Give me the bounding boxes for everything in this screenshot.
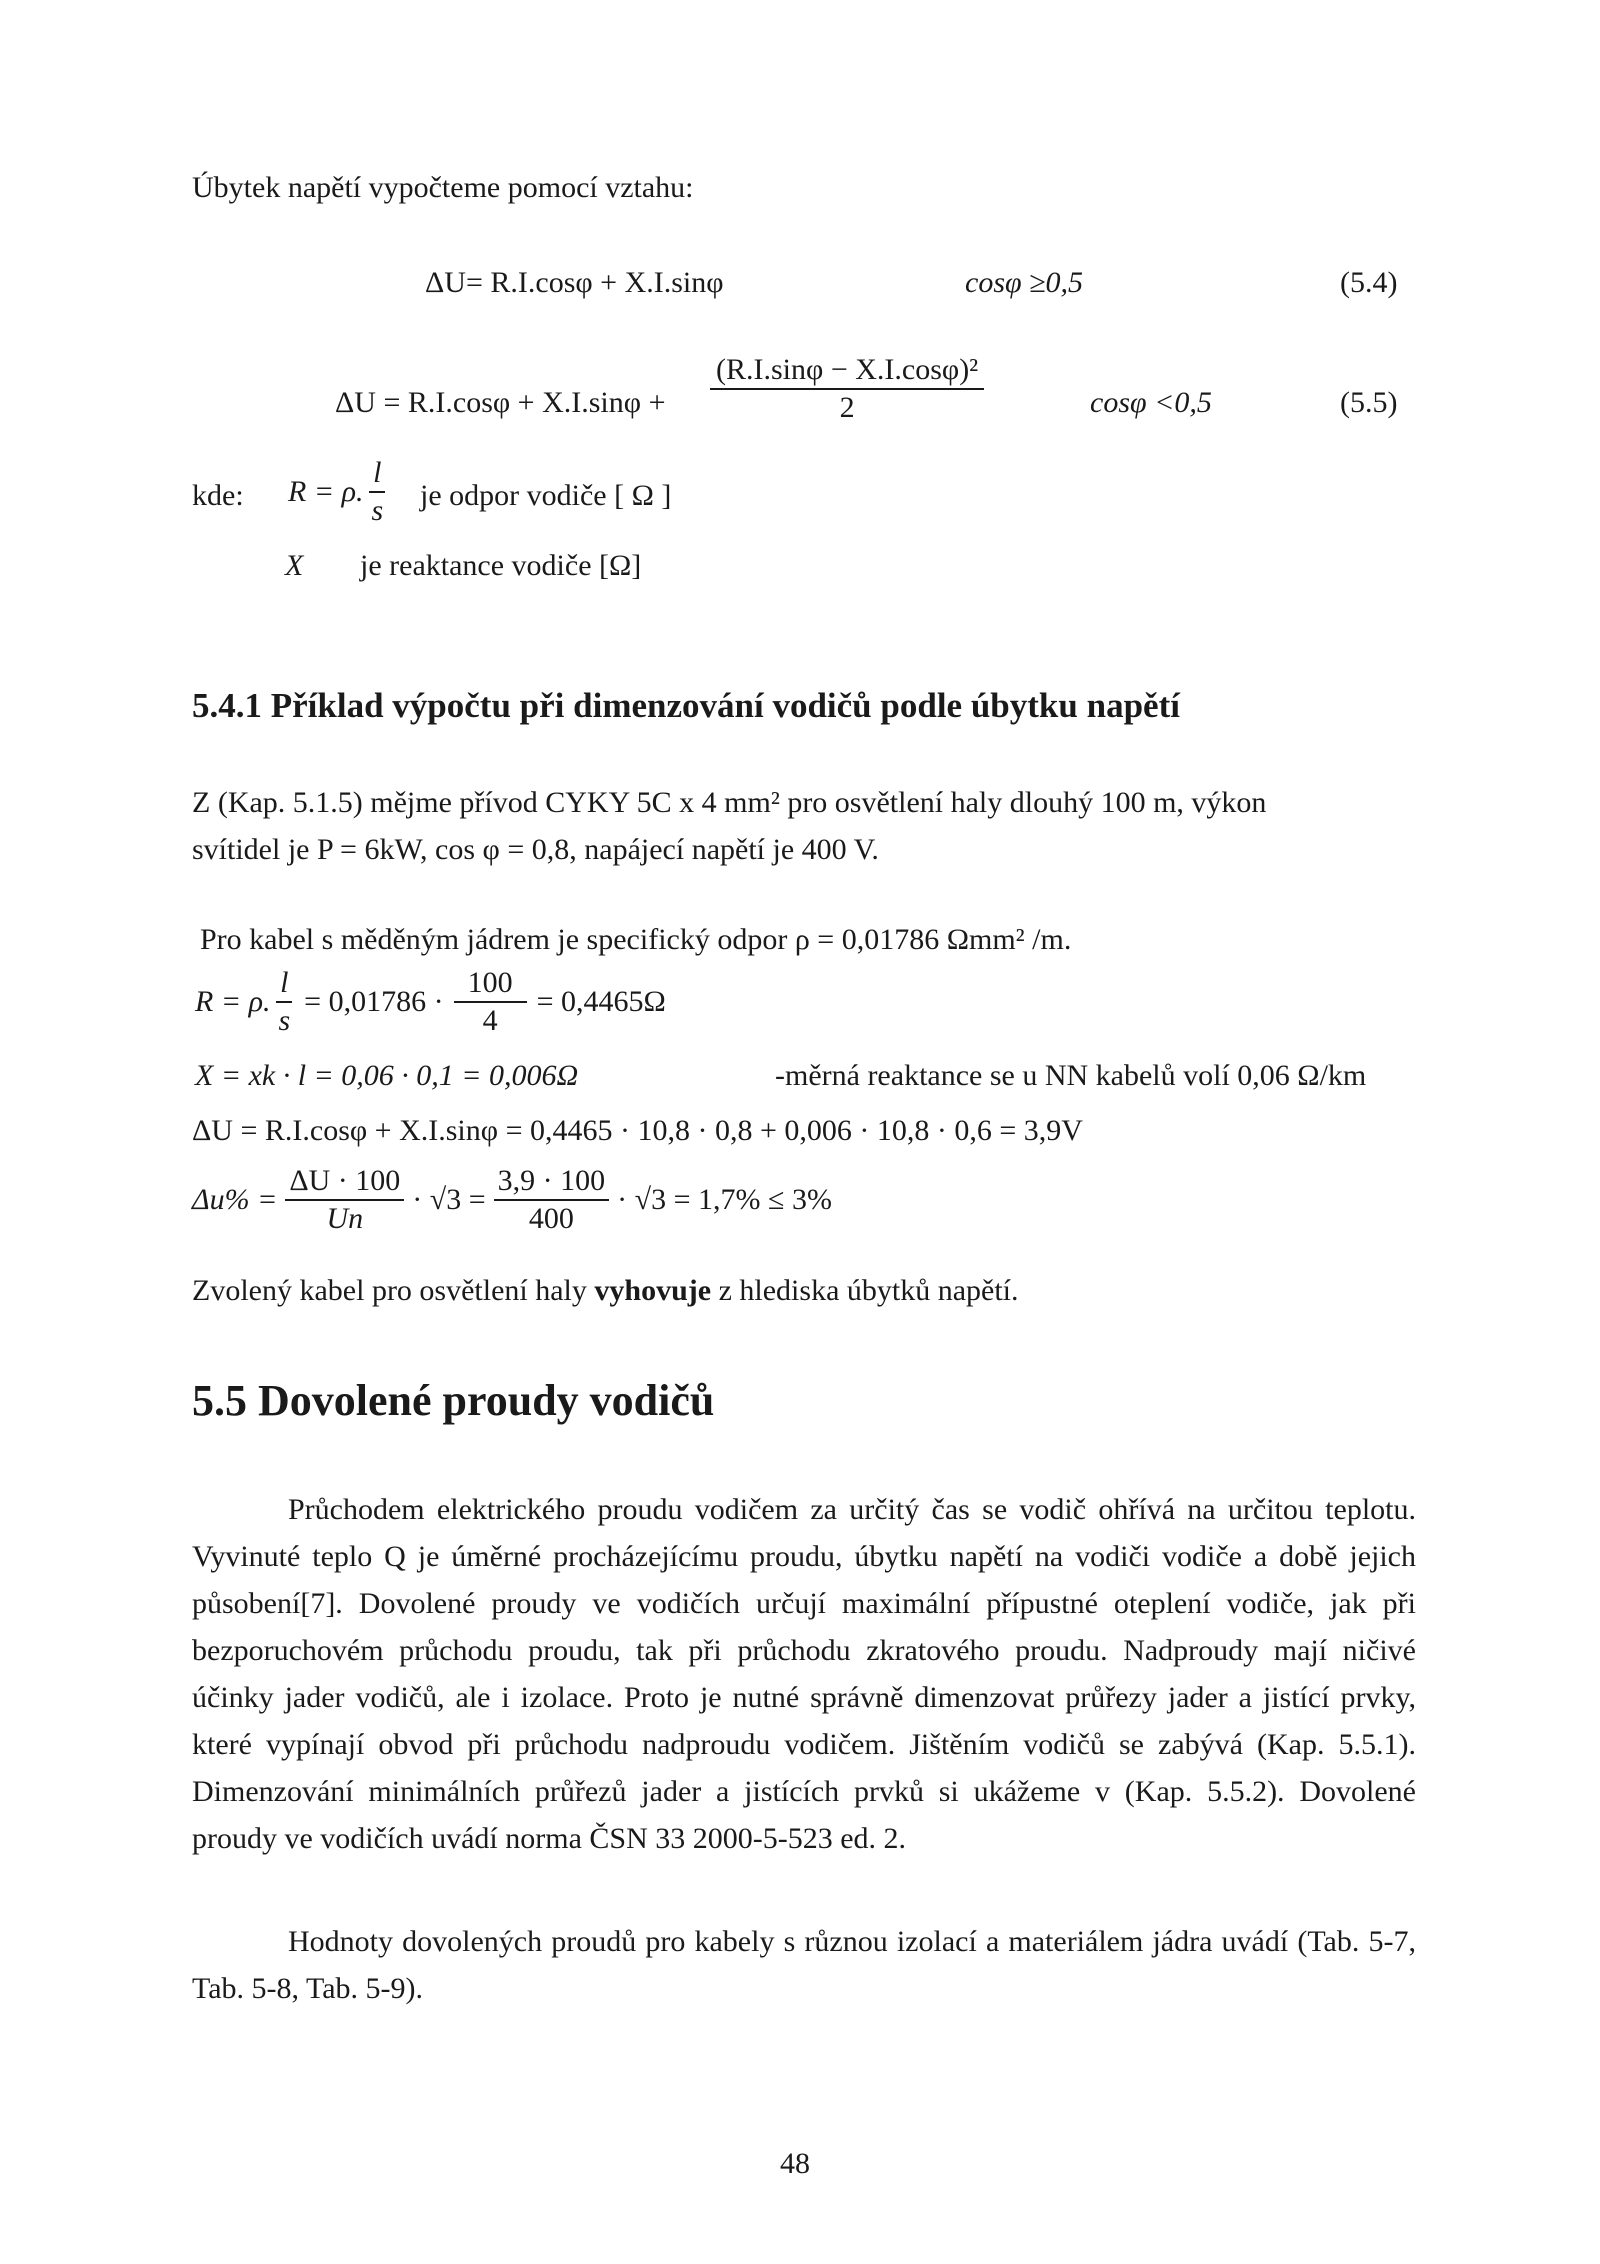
equation-5-5-lhs: ΔU = R.I.cosφ + X.I.sinφ + [335,386,666,419]
equation-5-4: ΔU= R.I.cosφ + X.I.sinφ [425,266,724,299]
pct-lhs: Δu% = [192,1183,278,1216]
where-label: kde: [192,479,244,512]
resistance-lhs: R = ρ. [288,475,364,508]
paragraph-1 [192,1486,1416,1862]
pct-den-1: Un [326,1202,364,1235]
resistance-definition [288,455,391,529]
reactance-symbol: X [285,549,304,582]
equation-5-4-number: (5.4) [1340,266,1398,299]
resistance-calculation [195,965,666,1039]
conclusion-post: z hlediska úbytků napětí. [711,1274,1019,1307]
r-calc-mid: = 0,01786 · [304,985,444,1018]
pct-fraction-1 [285,1163,404,1237]
section-heading-5-4-1: 5.4.1 Příklad výpočtu při dimenzování vodičů podle úbytku napětí [192,686,1180,725]
paragraph-2-text: Hodnoty dovolených proudů pro kabely s různou izolací a materiálem jádra uvádí (Tab. 5-7, Tab. 5-8, Tab. 5-9). [192,1925,1416,2005]
example-line-2: svítidel je P = 6kW, cos φ = 0,8, napájecí napětí je 400 V. [192,833,879,866]
equation-5-5-number: (5.5) [1340,386,1398,419]
equation-5-5-fraction [710,352,984,426]
section-heading-5-5: 5.5 Dovolené proudy vodičů [192,1376,715,1425]
paragraph-1-text: Průchodem elektrického proudu vodičem za určitý čas se vodič ohřívá na určitou teplotu. Vyvinuté teplo Q je úměrné procházejícímu proudu, úbytku napětí na vodiči vodiče a době jejich působení[7]. Dovolené proudy ve vodičích určují maximální přípustné oteplení vodiče, jak při bezporuchovém průchodu proudu, tak při průchodu zkratového proudu. Nadproudy mají ničivé účinky jader vodičů, ale i izolace. Proto je nutné správně dimenzovat průřezy jader a jistící prvky, které vypínají obvod při průchodu nadproudu vodičem. Jištěním vodičů se zabývá (Kap. 5.5.1). Dimenzování minimálních průřezů jader a jistících prvků si ukážeme v (Kap. 5.5.2). Dovolené proudy ve vodičích uvádí norma ČSN 33 2000-5-523 ed. 2. [192,1493,1416,1855]
r-calc-den-1: s [278,1004,291,1037]
conclusion [192,1273,1019,1309]
example-line-1: Z (Kap. 5.1.5) mějme přívod CYKY 5C x 4 mm² pro osvětlení haly dlouhý 100 m, výkon [192,786,1267,819]
resistance-fraction [367,455,387,529]
percent-drop-calculation [192,1163,832,1237]
conclusion-pre: Zvolený kabel pro osvětlení haly [192,1274,595,1307]
pct-num-1: ΔU · 100 [285,1163,404,1201]
example-line-3: Pro kabel s měděným jádrem je specifický odpor ρ = 0,01786 Ωmm² /m. [200,923,1072,956]
pct-result: · √3 = 1,7% ≤ 3% [617,1183,832,1216]
page-number: 48 [780,2147,810,2180]
r-calc-lhs: R = ρ. [195,985,271,1018]
r-calc-den-2: 4 [482,1004,498,1037]
pct-mid: · √3 = [412,1183,486,1216]
r-calc-result: = 0,4465Ω [536,985,666,1018]
r-calc-num-2: 100 [454,965,527,1003]
reactance-description: je reaktance vodiče [Ω] [360,549,642,582]
pct-num-2: 3,9 · 100 [494,1163,610,1201]
r-calc-fraction-2 [454,965,527,1039]
equation-5-5-numerator: (R.I.sinφ − X.I.cosφ)² [710,352,984,390]
pct-fraction-2 [494,1163,610,1237]
reactance-note: -měrná reaktance se u NN kabelů volí 0,06 Ω/km [775,1059,1367,1092]
resistance-description: je odpor vodiče [ Ω ] [420,479,672,512]
resistance-denominator: s [371,494,384,527]
r-calc-fraction-1 [274,965,294,1039]
pct-den-2: 400 [528,1202,574,1235]
reactance-calculation: X = xk · l = 0,06 · 0,1 = 0,006Ω [195,1059,579,1092]
paragraph-2 [192,1918,1416,2012]
intro-text: Úbytek napětí vypočteme pomocí vztahu: [192,171,694,204]
voltage-drop-calculation: ΔU = R.I.cosφ + X.I.sinφ = 0,4465 · 10,8 · 0,8 + 0,006 · 10,8 · 0,6 = 3,9V [192,1114,1083,1147]
equation-5-5-condition: cosφ <0,5 [1090,386,1212,419]
conclusion-bold: vyhovuje [594,1274,712,1307]
equation-5-5-denominator: 2 [839,391,855,424]
resistance-numerator: l [369,455,385,493]
r-calc-num-1: l [276,965,292,1003]
equation-5-4-condition: cosφ ≥0,5 [965,266,1084,299]
